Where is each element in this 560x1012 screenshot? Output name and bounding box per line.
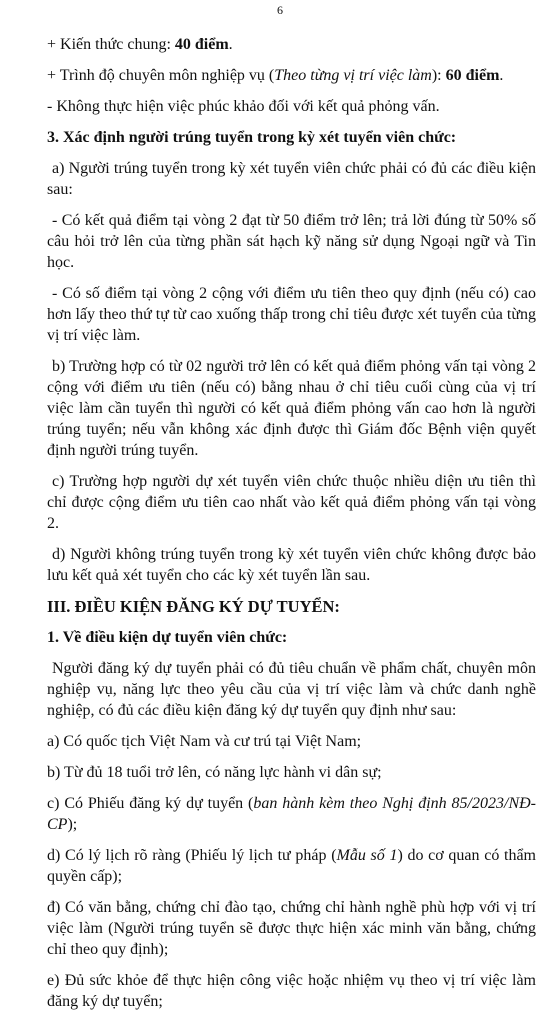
condition-d: d) Có lý lịch rõ ràng (Phiếu lý lịch tư pháp (Mẫu số 1) do cơ quan có thẩm quyền cấp); xyxy=(47,847,536,885)
section-iii-heading: III. ĐIỀU KIỆN ĐĂNG KÝ DỰ TUYỂN: xyxy=(47,597,340,616)
condition-a: a) Có quốc tịch Việt Nam và cư trú tại Việt Nam; xyxy=(47,733,362,750)
criteria-professional: + Trình độ chuyên môn nghiệp vụ (Theo từng vị trí việc làm): 60 điểm. xyxy=(47,67,504,84)
no-review-note: - Không thực hiện việc phúc khảo đối với kết quả phỏng vấn. xyxy=(47,98,440,115)
condition-c: c) Có Phiếu đăng ký dự tuyển (ban hành kèm theo Nghị định 85/2023/NĐ-CP); xyxy=(47,795,537,833)
paragraph-d: d) Người không trúng tuyển trong kỳ xét tuyển viên chức không được bảo lưu kết quả xét tuyển cho các kỳ xét tuyển lần sau. xyxy=(47,546,536,584)
condition-e: e) Đủ sức khỏe để thực hiện công việc hoặc nhiệm vụ theo vị trí việc làm đăng ký dự tuyển; xyxy=(47,972,536,1010)
page-number: 6 xyxy=(277,3,283,17)
section-3-heading: 3. Xác định người trúng tuyển trong kỳ xét tuyển viên chức: xyxy=(47,129,457,146)
paragraph-a-2: - Có số điểm tại vòng 2 cộng với điểm ưu tiên theo quy định (nếu có) cao hơn lấy theo thứ tự từ cao xuống thấp trong chỉ tiêu được xét tuyển của từng vị trí việc làm. xyxy=(47,285,536,344)
condition-b: b) Từ đủ 18 tuổi trở lên, có năng lực hành vi dân sự; xyxy=(47,764,382,781)
paragraph-c: c) Trường hợp người dự xét tuyển viên chức thuộc nhiều diện ưu tiên thì chỉ được cộng điểm ưu tiên cao nhất vào kết quả điểm phỏng vấn tại vòng 2. xyxy=(47,473,536,532)
score-professional: 60 điểm xyxy=(445,67,500,84)
paragraph-a-1: - Có kết quả điểm tại vòng 2 đạt từ 50 điểm trở lên; trả lời đúng từ 50% số câu hỏi trở lên của từng phần sát hạch kỹ năng sử dụng Ngoại ngữ và Tin học. xyxy=(47,212,536,271)
paragraph-b: b) Trường hợp có từ 02 người trở lên có kết quả điểm phỏng vấn tại vòng 2 cộng với điểm ưu tiên (nếu có) bằng nhau ở chỉ tiêu cuối cùng của vị trí việc làm cần tuyển thì người có kết quả điểm phỏng vấn cao hơn là người trúng tuyển; nếu vẫn không xác định được thì Giám đốc Bệnh viện quyết định người trúng tuyển. xyxy=(47,358,536,459)
criteria-general-knowledge: + Kiến thức chung: 40 điểm. xyxy=(47,36,233,53)
intro-paragraph: Người đăng ký dự tuyển phải có đủ tiêu chuẩn về phẩm chất, chuyên môn nghiệp vụ, năng lực theo yêu cầu của vị trí việc làm và chức danh nghề nghiệp, có đủ các điều kiện đăng ký dự tuyển quy định như sau: xyxy=(47,660,536,719)
section-1-heading: 1. Về điều kiện dự tuyển viên chức: xyxy=(47,629,288,646)
score-general: 40 điểm xyxy=(174,36,229,53)
document-body xyxy=(0,34,560,1012)
condition-dd: đ) Có văn bằng, chứng chỉ đào tạo, chứng chỉ hành nghề phù hợp với vị trí việc làm (Người trúng tuyển sẽ được thực hiện xác minh văn bằng, chứng chỉ theo quy định); xyxy=(47,899,536,958)
paragraph-a: a) Người trúng tuyển trong kỳ xét tuyển viên chức phải có đủ các điều kiện sau: xyxy=(47,160,536,198)
